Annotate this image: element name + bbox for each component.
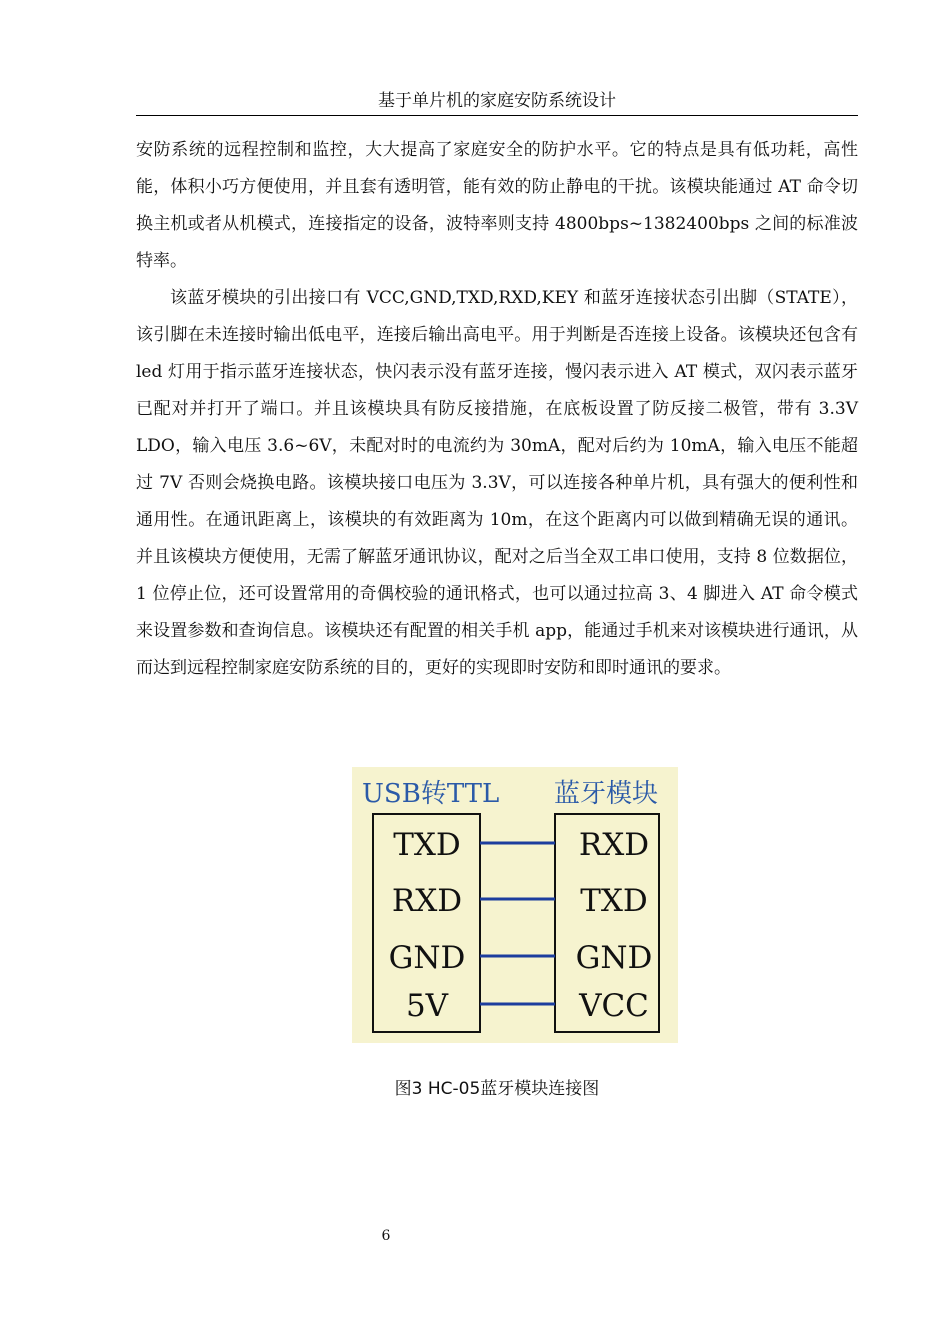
connection-diagram-svg xyxy=(352,767,678,1043)
usb-ttl-pin-label: 5V xyxy=(405,988,449,1024)
page-number: 6 xyxy=(381,1228,391,1244)
header-divider xyxy=(136,115,858,116)
bluetooth-pin-label: TXD xyxy=(580,883,648,919)
running-header: 基于单片机的家庭安防系统设计 xyxy=(378,91,616,111)
paragraph-1: 安防系统的远程控制和监控，大大提高了家庭安全的防护水平。它的特点是具有低功耗，高性能，体积小巧方便使用，并且套有透明管，能有效的防止静电的干扰。该模块能通过 AT 命令切换主机或者从机模式，连接指定的设备，波特率则支持 4800bps~1382400bps 之间的标准波特率。 xyxy=(136,140,858,271)
bluetooth-pin-label: GND xyxy=(575,940,653,976)
usb-ttl-title: USB转TTL xyxy=(362,779,500,809)
paragraph-2: 该蓝牙模块的引出接口有 VCC,GND,TXD,RXD,KEY 和蓝牙连接状态引出脚（STATE），该引脚在未连接时输出低电平，连接后输出高电平。用于判断是否连接上设备。该模块还包含有 led 灯用于指示蓝牙连接状态，快闪表示没有蓝牙连接，慢闪表示进入 AT 模式，双闪表示蓝牙已配对并打开了端口。并且该模块具有防反接措施，在底板设置了防反接二极管，带有 3.3V LDO，输入电压 3.6~6V，未配对时的电流约为 30mA，配对后约为 10mA，输入电压不能超过 7V 否则会烧换电路。该模块接口电压为 3.3V，可以连接各种单片机，具有强大的便利性和通用性。在通讯距离上，该模块的有效距离为 10m，在这个距离内可以做到精确无误的通讯。并且该模块方便使用，无需了解蓝牙通讯协议，配对之后当全双工串口使用，支持 8 位数据位，1 位停止位，还可设置常用的奇偶校验的通讯格式，也可以通过拉高 3、4 脚进入 AT 命令模式来设置参数和查询信息。该模块还有配置的相关手机 app，能通过手机来对该模块进行通讯，从而达到远程控制家庭安防系统的目的，更好的实现即时安防和即时通讯的要求。 xyxy=(136,288,858,678)
connection-diagram xyxy=(352,767,678,1043)
figure-caption: 图3 HC-05蓝牙模块连接图 xyxy=(394,1079,600,1099)
bluetooth-pin-label: RXD xyxy=(578,827,650,863)
bluetooth-pin-label: VCC xyxy=(579,988,649,1024)
bluetooth-module-title: 蓝牙模块 xyxy=(554,779,659,809)
usb-ttl-pin-label: RXD xyxy=(391,883,463,919)
usb-ttl-pin-label: TXD xyxy=(393,827,461,863)
usb-ttl-pin-label: GND xyxy=(388,940,466,976)
body-text xyxy=(136,132,858,687)
